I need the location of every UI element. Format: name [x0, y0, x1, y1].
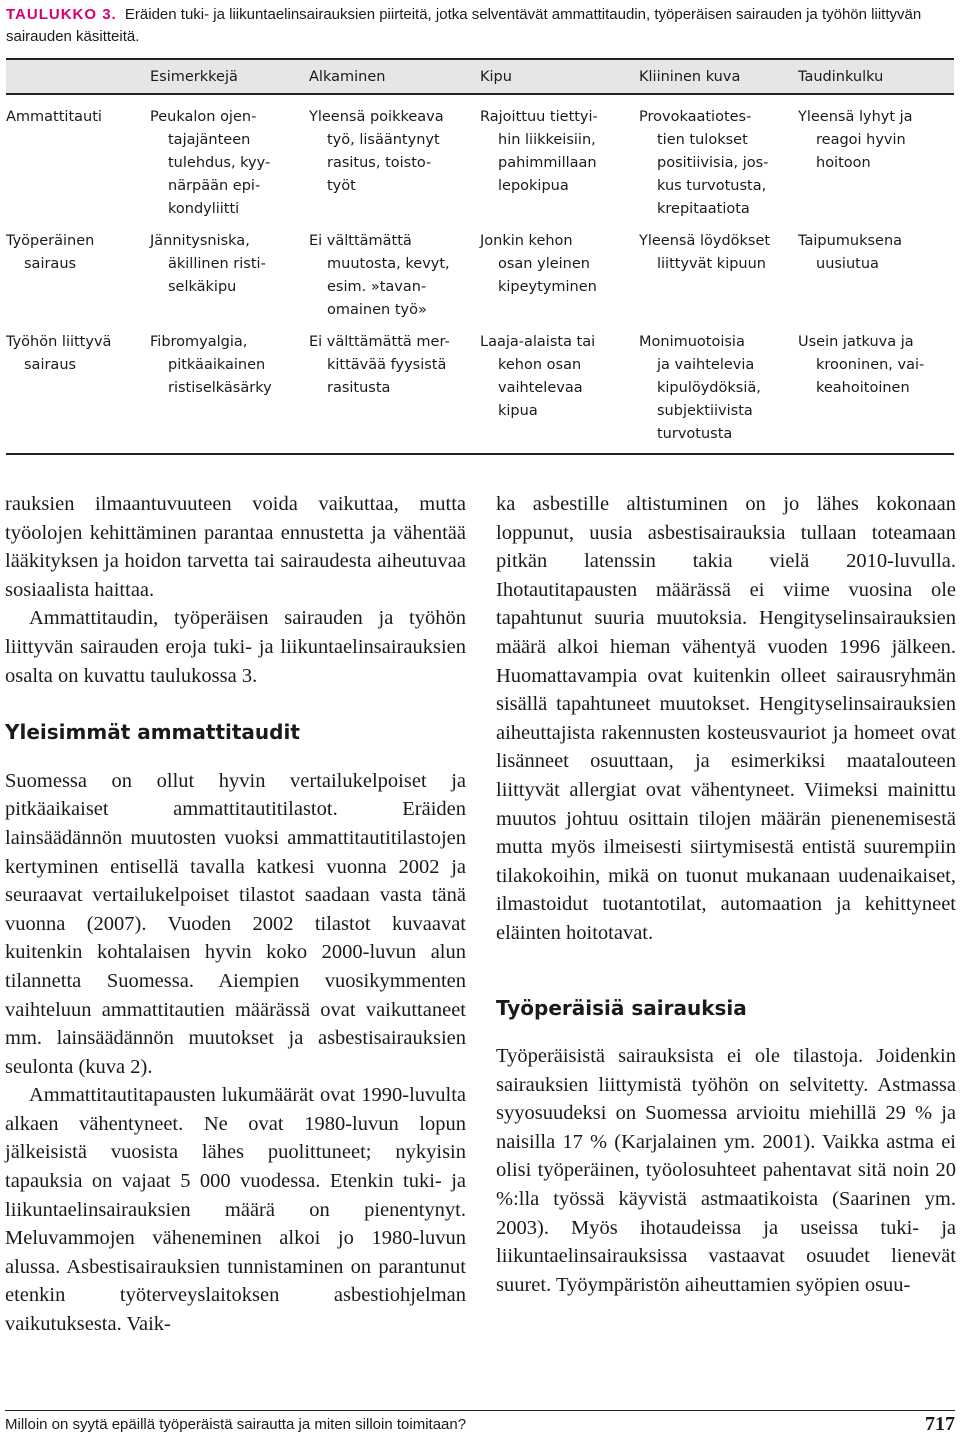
table-cell	[639, 221, 798, 322]
table-row	[6, 322, 954, 454]
cell-line: Ammattitauti	[6, 109, 102, 125]
left-text-column	[5, 490, 466, 1339]
table-cell	[480, 221, 639, 322]
paragraph: Suomessa on ollut hyvin vertailukelpoiset ja pitkäaikaiset ammattitautitilastot. Eräiden lainsäädännön muutosten vuoksi ammattitautitilastojen kertyminen entisellä tavalla katkesi vuonna 2002 ja seuraavat vertailukelpoiset tilastot saadaan vasta tänä vuonna (2007). Vuoden 2002 tilastot kuvaavat kuitenkin kohtalaisen hyvin koko 2000-luvun alun tilannetta Suomessa. Aiempien vuosikymmenten vaihteluun ammattitautien määrässä ovat vaikuttaneet mm. lainsäädännön muutokset ja asbestisairauksien seulonta (kuva 2).	[5, 769, 466, 1078]
page-number: 717	[925, 1413, 955, 1435]
cell-line: Provokaatiotes-	[639, 109, 752, 125]
cell-line: Yleensä löydökset	[639, 233, 771, 249]
cell-line: liittyvät kipuun	[657, 256, 766, 272]
table-row	[6, 94, 954, 221]
column-header	[6, 59, 150, 94]
right-text-column	[496, 490, 956, 1299]
cell-line: Ei välttämättä	[309, 233, 412, 249]
cell-line: Työperäinen	[6, 233, 95, 249]
cell-line: sairaus	[24, 256, 77, 272]
cell-line: pahimmillaan	[498, 155, 597, 171]
table-caption-label: TAULUKKO 3.	[6, 6, 117, 23]
column-header: Alkaminen	[309, 59, 480, 94]
cell-line: hin liikkeisiin,	[498, 132, 596, 148]
paragraph: Ammattitaudin, työperäisen sairauden ja työhön liittyvän sairauden eroja tuki- ja liikuntaelinsairauksien osalta on kuvattu taulukossa 3.	[5, 607, 466, 687]
paragraph: Työperäisistä sairauksista ei ole tilastoja. Joidenkin sairauksien liittymistä työhön on selvitetty. Astmassa syyosuudeksi on Suomessa arvioitu miehillä 29 % ja naisilla 17 % (Karjalainen ym. 2001). Vaikka astma ei olisi työperäinen, työolosuhteet pahentavat sitä noin 20 %:lla työssä käyvistä astmaatikoista (Saarinen ym. 2003). Myös ihotaudeissa ja useissa tuki- ja liikuntaelinsairauksissa vastaavat osuudet lienevät suuret. Työympäristön aiheuttamien syöpien osuu-	[496, 1045, 956, 1296]
cell-line: Peukalon ojen-	[150, 109, 257, 125]
table-cell	[309, 221, 480, 322]
section-heading: Yleisimmät ammattitaudit	[5, 720, 300, 745]
cell-line: Usein jatkuva ja	[798, 334, 914, 350]
cell-line: äkillinen risti-	[168, 256, 266, 272]
cell-line: Taipumuksena	[798, 233, 903, 249]
cell-line: Ei välttämättä mer-	[309, 334, 450, 350]
column-header: Kliininen kuva	[639, 59, 798, 94]
cell-line: työt	[327, 178, 356, 194]
cell-line: pitkäaikainen	[168, 357, 266, 373]
row-header-cell	[6, 94, 150, 221]
cell-line: kus turvotusta,	[657, 178, 767, 194]
cell-line: uusiutua	[816, 256, 879, 272]
cell-line: rasitus, toisto-	[327, 155, 432, 171]
cell-line: tajajänteen	[168, 132, 251, 148]
section-heading: Työperäisiä sairauksia	[496, 995, 747, 1020]
table-cell	[150, 322, 309, 454]
cell-line: sairaus	[24, 357, 77, 373]
cell-line: työ, lisääntynyt	[327, 132, 440, 148]
cell-line: Laaja-alaista tai	[480, 334, 596, 350]
cell-line: lepokipua	[498, 178, 569, 194]
table-cell	[798, 94, 954, 221]
paragraph: rauksien ilmaantuvuuteen voida vaikuttaa, mutta työolojen kehittäminen parantaa ennustetta ja vähentää lääkityksen ja hoidon tarvetta tai sairaudesta aiheutuvaa sosiaalista haittaa.	[5, 493, 466, 601]
table-cell	[150, 221, 309, 322]
cell-line: krepitaatiota	[657, 201, 750, 217]
table-caption-text: Eräiden tuki- ja liikuntaelinsairauksien piirteitä, jotka selventävät ammattitaudin, työperäisen sairauden ja työhön liittyvän sairauden käsitteitä.	[6, 6, 922, 45]
paragraph: Ammattitautitapausten lukumäärät ovat 1990-luvulta alkaen vähentyneet. Ne ovat 1980-luvun lopun jälkeisistä vuosista lähes puolittuneet; nykyisin tapauksia on vajaat 5 000 vuodessa. Etenkin tuki- ja liikuntaelinsairauksien määrä on pienentynyt. Meluvammojen väheneminen alkoi jo 1980-luvun alussa. Asbestisairauksien tunnistaminen on parantunut etenkin työterveyslaitoksen asbestiohjelman vaikutuksesta. Vaik-	[5, 1084, 466, 1336]
cell-line: kipulöydöksiä,	[657, 380, 761, 396]
footer-title: Milloin on syytä epäillä työperäistä sairautta ja miten silloin toimitaan?	[5, 1416, 467, 1433]
table-cell	[798, 221, 954, 322]
table-cell	[309, 322, 480, 454]
table-cell	[150, 94, 309, 221]
cell-line: ristiselkäsärky	[168, 380, 272, 396]
cell-line: kipua	[498, 403, 538, 419]
cell-line: tulehdus, kyy-	[168, 155, 271, 171]
table-caption	[6, 4, 956, 48]
cell-line: omainen työ»	[327, 302, 427, 318]
row-header-cell	[6, 221, 150, 322]
cell-line: närpään epi-	[168, 178, 261, 194]
cell-line: kehon osan	[498, 357, 582, 373]
page-footer	[5, 1410, 955, 1435]
cell-line: rasitusta	[327, 380, 391, 396]
cell-line: reagoi hyvin	[816, 132, 906, 148]
row-header-cell	[6, 322, 150, 454]
cell-line: hoitoon	[816, 155, 871, 171]
table-header-row	[6, 59, 954, 94]
cell-line: keahoitoinen	[816, 380, 910, 396]
cell-line: Fibromyalgia,	[150, 334, 248, 350]
cell-line: muutosta, kevyt,	[327, 256, 450, 272]
table-cell	[798, 322, 954, 454]
table-row	[6, 221, 954, 322]
cell-line: Rajoittuu tiettyi-	[480, 109, 598, 125]
cell-line: Monimuotoisia	[639, 334, 745, 350]
cell-line: kondyliitti	[168, 201, 240, 217]
cell-line: turvotusta	[657, 426, 733, 442]
column-header: Esimerkkejä	[150, 59, 309, 94]
cell-line: krooninen, vai-	[816, 357, 925, 373]
cell-line: ja vaihtelevia	[657, 357, 755, 373]
cell-line: kittävää fyysistä	[327, 357, 447, 373]
table-cell	[639, 322, 798, 454]
cell-line: osan yleinen	[498, 256, 590, 272]
cell-line: Yleensä poikkeava	[309, 109, 444, 125]
cell-line: Työhön liittyvä	[6, 334, 112, 350]
cell-line: kipeytyminen	[498, 279, 597, 295]
cell-line: subjektiivista	[657, 403, 753, 419]
cell-line: tien tulokset	[657, 132, 748, 148]
table-cell	[639, 94, 798, 221]
cell-line: Jonkin kehon	[480, 233, 573, 249]
column-header: Kipu	[480, 59, 639, 94]
cell-line: vaihtelevaa	[498, 380, 583, 396]
table-cell	[309, 94, 480, 221]
cell-line: Yleensä lyhyt ja	[798, 109, 913, 125]
table-cell	[480, 94, 639, 221]
cell-line: Jännitysniska,	[150, 233, 250, 249]
comparison-table	[6, 58, 954, 455]
paragraph: ka asbestille altistuminen on jo lähes kokonaan loppunut, uusia asbestisairauksia tullaan toteamaan pitkän latenssin takia vielä 2010-luvulla. Ihotautitapausten määrässä ei viime vuosina ole tapahtunut suuria muutoksia. Hengityselinsairauksien määrä alkoi hieman vähentyä vuoden 1996 jälkeen. Huomattavampia ovat kuitenkin olleet sairausryhmän sisällä tapahtuneet muutokset. Hengityselinsairauksien aiheuttajista rakennusten kosteusvauriot ja homeet ovat lisänneet osuuttaan, ja esimerkiksi maatalouteen liittyvät allergiat ovat vähentyneet. Viimeksi mainittu muutos johtuu osittain tilojen määrän pienenemisestä mutta myös ilmeisesti siirtymisestä entistä suurempiin tilakokoihin, mikä on tuonut mukanaan uudenaikaiset, ilmastoidut tuotantotilat, automaation ja kehittyneet eläinten hoitotavat.	[496, 493, 956, 944]
cell-line: positiivisia, jos-	[657, 155, 769, 171]
cell-line: selkäkipu	[168, 279, 237, 295]
table-cell	[480, 322, 639, 454]
cell-line: esim. »tavan-	[327, 279, 427, 295]
column-header: Taudinkulku	[798, 59, 954, 94]
